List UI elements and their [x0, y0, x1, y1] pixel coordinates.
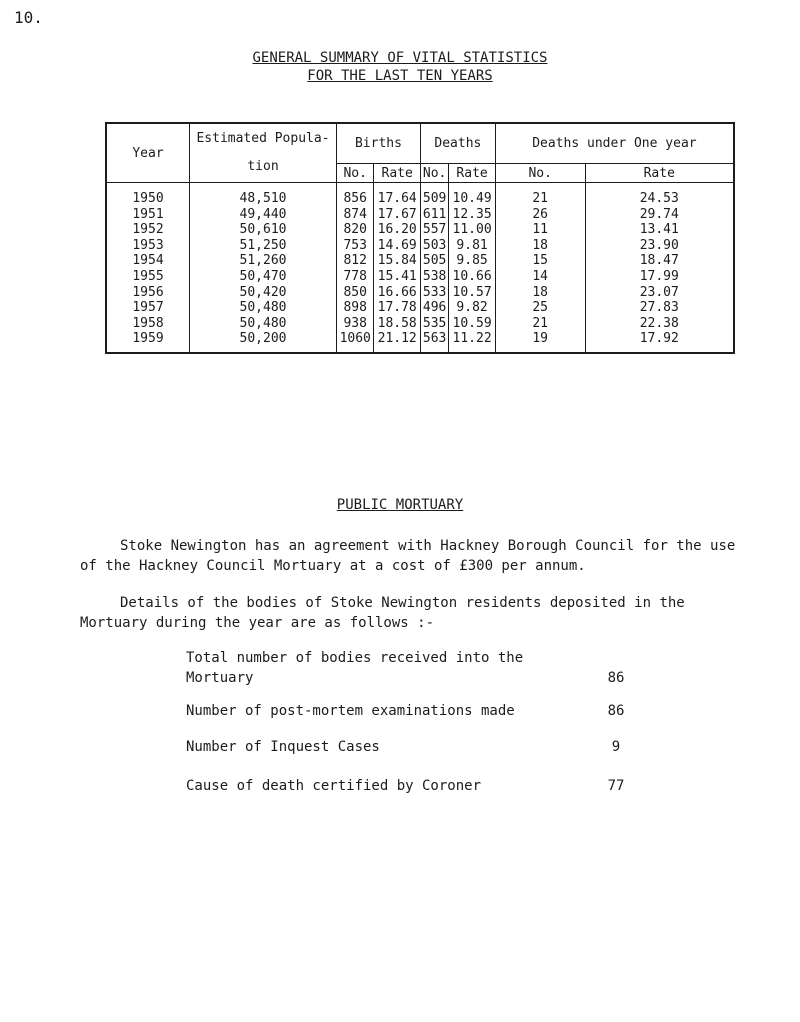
cell-infant-rate: 17.99	[585, 269, 734, 285]
cell-year: 1950	[106, 183, 190, 207]
cell-population: 50,480	[190, 300, 337, 316]
cell-deaths-no: 611	[420, 207, 448, 223]
cell-deaths-no: 535	[420, 316, 448, 332]
cell-population: 50,420	[190, 285, 337, 301]
cell-infant-rate: 23.07	[585, 285, 734, 301]
header-births-rate: Rate	[374, 164, 421, 183]
cell-deaths-no: 563	[420, 331, 448, 353]
cell-deaths-rate: 9.82	[449, 300, 496, 316]
page-number: 10.	[14, 8, 43, 27]
cell-births-rate: 15.84	[374, 253, 421, 269]
table-row	[106, 253, 734, 269]
detail-value: 9	[611, 739, 621, 755]
table-row	[106, 207, 734, 223]
detail-label: Cause of death certified by Coroner	[186, 778, 482, 794]
detail-value: 77	[607, 778, 625, 794]
table-row	[106, 238, 734, 254]
cell-infant-no: 18	[495, 238, 585, 254]
cell-population: 50,470	[190, 269, 337, 285]
header-deaths-rate: Rate	[449, 164, 496, 183]
cell-year: 1958	[106, 316, 190, 332]
mortuary-section-title: PUBLIC MORTUARY	[336, 497, 464, 513]
cell-births-rate: 15.41	[374, 269, 421, 285]
cell-births-no: 874	[337, 207, 374, 223]
cell-population: 50,610	[190, 222, 337, 238]
cell-births-rate: 17.67	[374, 207, 421, 223]
cell-deaths-no: 533	[420, 285, 448, 301]
header-deaths: Deaths	[420, 123, 495, 164]
detail-label: Total number of bodies received into the Mortuary	[186, 650, 524, 686]
cell-deaths-no: 509	[420, 183, 448, 207]
cell-year: 1951	[106, 207, 190, 223]
cell-births-no: 898	[337, 300, 374, 316]
cell-deaths-no: 503	[420, 238, 448, 254]
cell-infant-no: 21	[495, 183, 585, 207]
table-title: GENERAL SUMMARY OF VITAL STATISTICS	[252, 50, 548, 66]
table-row	[106, 269, 734, 285]
header-deaths-no: No.	[420, 164, 448, 183]
mortuary-agreement-paragraph: Stoke Newington has an agreement with Hackney Borough Council for the use of the Hackney Council Mortuary at a cost of £300 per annum.	[80, 538, 736, 574]
cell-births-no: 938	[337, 316, 374, 332]
cell-births-rate: 16.66	[374, 285, 421, 301]
cell-year: 1952	[106, 222, 190, 238]
table-row	[106, 316, 734, 332]
mortuary-details-intro: Details of the bodies of Stoke Newington residents deposited in the Mortuary during the year are as follows :-	[80, 595, 685, 631]
cell-deaths-rate: 12.35	[449, 207, 496, 223]
cell-year: 1954	[106, 253, 190, 269]
cell-births-no: 812	[337, 253, 374, 269]
cell-year: 1957	[106, 300, 190, 316]
header-births-no: No.	[337, 164, 374, 183]
cell-population: 49,440	[190, 207, 337, 223]
cell-deaths-no: 505	[420, 253, 448, 269]
cell-births-no: 753	[337, 238, 374, 254]
cell-deaths-no: 557	[420, 222, 448, 238]
cell-infant-rate: 22.38	[585, 316, 734, 332]
cell-infant-no: 21	[495, 316, 585, 332]
cell-infant-rate: 23.90	[585, 238, 734, 254]
cell-infant-no: 15	[495, 253, 585, 269]
cell-deaths-no: 538	[420, 269, 448, 285]
detail-label: Number of post-mortem examinations made	[186, 703, 515, 719]
cell-infant-no: 11	[495, 222, 585, 238]
cell-births-rate: 18.58	[374, 316, 421, 332]
cell-deaths-rate: 10.66	[449, 269, 496, 285]
cell-births-no: 1060	[337, 331, 374, 353]
cell-births-rate: 17.64	[374, 183, 421, 207]
cell-infant-no: 18	[495, 285, 585, 301]
cell-births-rate: 21.12	[374, 331, 421, 353]
cell-infant-no: 19	[495, 331, 585, 353]
cell-infant-rate: 18.47	[585, 253, 734, 269]
cell-infant-no: 25	[495, 300, 585, 316]
cell-year: 1959	[106, 331, 190, 353]
cell-population: 50,480	[190, 316, 337, 332]
cell-births-no: 850	[337, 285, 374, 301]
detail-label: Number of Inquest Cases	[186, 739, 380, 755]
vital-statistics-table	[105, 122, 735, 354]
cell-infant-rate: 27.83	[585, 300, 734, 316]
cell-year: 1955	[106, 269, 190, 285]
table-row	[106, 183, 734, 207]
table-subtitle: FOR THE LAST TEN YEARS	[307, 68, 493, 84]
cell-births-no: 856	[337, 183, 374, 207]
cell-deaths-rate: 9.85	[449, 253, 496, 269]
cell-births-no: 820	[337, 222, 374, 238]
cell-population: 51,260	[190, 253, 337, 269]
cell-year: 1956	[106, 285, 190, 301]
header-births: Births	[337, 123, 421, 164]
cell-births-rate: 16.20	[374, 222, 421, 238]
cell-infant-no: 26	[495, 207, 585, 223]
cell-infant-rate: 29.74	[585, 207, 734, 223]
header-population: Estimated Popula- tion	[190, 123, 337, 183]
table-row	[106, 222, 734, 238]
cell-infant-rate: 17.92	[585, 331, 734, 353]
cell-deaths-rate: 11.22	[449, 331, 496, 353]
vital-statistics-table-wrapper	[105, 122, 735, 408]
detail-value: 86	[607, 703, 625, 719]
cell-deaths-rate: 11.00	[449, 222, 496, 238]
table-row	[106, 285, 734, 301]
cell-deaths-rate: 10.59	[449, 316, 496, 332]
cell-population: 50,200	[190, 331, 337, 353]
cell-population: 51,250	[190, 238, 337, 254]
table-row	[106, 300, 734, 316]
cell-population: 48,510	[190, 183, 337, 207]
cell-deaths-no: 496	[420, 300, 448, 316]
cell-infant-rate: 24.53	[585, 183, 734, 207]
cell-births-no: 778	[337, 269, 374, 285]
table-row	[106, 331, 734, 353]
header-year: Year	[106, 123, 190, 183]
cell-deaths-rate: 9.81	[449, 238, 496, 254]
cell-infant-no: 14	[495, 269, 585, 285]
detail-value: 86	[607, 670, 625, 686]
cell-year: 1953	[106, 238, 190, 254]
header-infant-rate: Rate	[585, 164, 734, 183]
cell-deaths-rate: 10.57	[449, 285, 496, 301]
cell-births-rate: 17.78	[374, 300, 421, 316]
header-infant-deaths: Deaths under One year	[495, 123, 734, 164]
cell-infant-rate: 13.41	[585, 222, 734, 238]
cell-births-rate: 14.69	[374, 238, 421, 254]
header-infant-no: No.	[495, 164, 585, 183]
cell-deaths-rate: 10.49	[449, 183, 496, 207]
